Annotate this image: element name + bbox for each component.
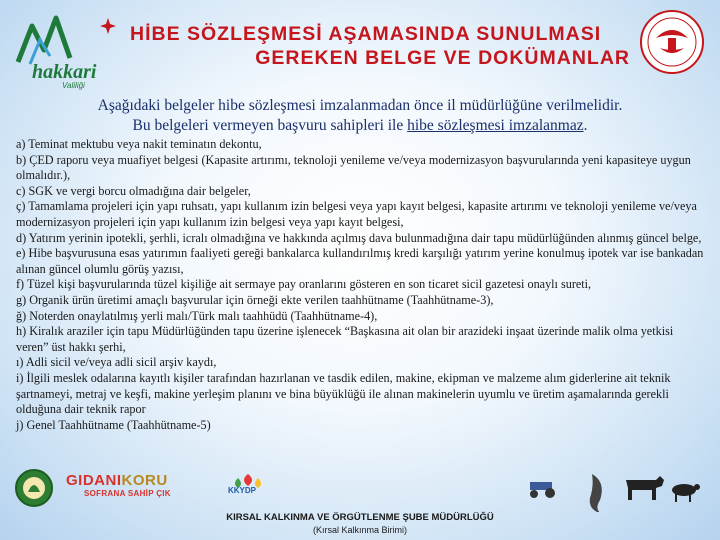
koru-text: KORU (121, 472, 168, 489)
agriculture-icons (500, 462, 710, 512)
page-title (120, 22, 630, 70)
cow-icon (626, 476, 664, 500)
list-item: ı) Adli sicil ve/veya adli sicil arşiv kaydı, (16, 355, 217, 370)
title-line-1: HİBE SÖZLEŞMESİ AŞAMASINDA SUNULMASI (130, 23, 602, 45)
sheep-icon (672, 484, 700, 502)
intro-line-2 (0, 116, 720, 136)
intro-text (0, 96, 720, 136)
flower-icon (100, 18, 116, 34)
intro-line-2-end: . (583, 117, 588, 134)
footer-line-1: KIRSAL KALKINMA VE ÖRGÜTLENME ŞUBE MÜDÜRLÜĞÜ (226, 512, 494, 523)
footer-line-2: (Kırsal Kalkınma Birimi) (312, 525, 407, 535)
list-item: ğ) Noterden onaylatılmış yerli malı/Türk malı taahhüdü (Taahhütname-4), (16, 308, 378, 323)
gidani-koru-title (66, 472, 171, 489)
list-item: d) Yatırım yerinin ipotekli, şerhli, icralı olmadığına ve hakkında açılmış dava bulunmadığına dair tapu müdürlüğünden alınmış güncel belge, (16, 230, 702, 245)
gidani-koru-logo (66, 472, 171, 498)
list-item: a) Teminat mektubu veya nakit teminatın dekontu, (16, 137, 262, 151)
footer-text (200, 512, 520, 536)
intro-underlined: hibe sözleşmesi imzalanmaz (407, 117, 584, 134)
document-list (16, 137, 708, 433)
ministry-emblem-icon (638, 8, 706, 76)
list-item: e) Hibe başvurusuna esas yatırımın faaliyeti gereği bankalarca kullandırılmış kredi karşılığı yatırım yerine konulmuş ipotek var ise bankadan alınan güncel olumlu görüş yazısı, (16, 246, 704, 276)
intro-line-1: Aşağıdaki belgeler hibe sözleşmesi imzalanmadan önce il müdürlüğüne verilmelidir. (97, 97, 623, 114)
seal-icon (14, 468, 54, 508)
logo-text: hakkari (32, 61, 97, 83)
list-item: g) Organik ürün üretimi amaçlı başvurular için örneği ekte verilen taahhütname (Taahhütname-3), (16, 292, 494, 307)
list-item: h) Kiralık araziler için tapu Müdürlüğünden tapu üzerine işlenecek “Başkasına ait olan bir arazideki inşaat üzerinde malik olma yetkisi veren” üst hakkı şerhi, (16, 324, 674, 354)
gidani-koru-sub: SOFRANA SAHİP ÇIK (84, 489, 171, 498)
tractor-icon (530, 482, 555, 498)
kkydp-text: KKYDP (228, 486, 257, 495)
list-item: ç) Tamamlama projeleri için yapı ruhsatı, yapı kullanım izin belgesi veya yapı kayıt belgesi, kapasite artırımı ve teknoloji yenileme ve/veya modernizasyon projeleri için yapı kullanım izin belgesi veya yapı kayıt belgesi, (16, 199, 697, 229)
intro-line-2-start: Bu belgeleri vermeyen başvuru sahipleri ile (132, 117, 408, 134)
list-item: f) Tüzel kişi başvurularında tüzel kişiliğe ait sermaye pay oranlarını gösteren en son ticaret sicil gazetesi onaylı sureti, (16, 277, 592, 292)
title-line-2: GEREKEN BELGE VE DOKÜMANLAR (255, 47, 630, 69)
list-item: b) ÇED raporu veya muafiyet belgesi (Kapasite artırımı, teknoloji yenileme ve/veya modernizasyon başvurularında yeni kapasiteye uygun olmalıdır.), (16, 152, 691, 183)
list-item: c) SGK ve vergi borcu olmadığına dair belgeler, (16, 183, 251, 198)
hakkari-logo (10, 12, 120, 90)
gidani-text: GIDANI (66, 472, 122, 489)
fish-icon (590, 474, 602, 512)
list-item: j) Genel Taahhütname (Taahhütname-5) (16, 417, 211, 432)
list-item: i) İlgili meslek odalarına kayıtlı kişiler tarafından hazırlanan ve tasdik edilen, makine, ekipman ve malzeme alım giderlerine ait teknik şartnameyi, metraj ve keşfi, makine yerleşim planını ve bina büyüklüğü ile alınan makinelerin uyumlu ve üretim aşamalarında gerekli olduğuna dair teknik rapor (16, 370, 671, 417)
logo-subtext: Valiliği (62, 81, 85, 90)
